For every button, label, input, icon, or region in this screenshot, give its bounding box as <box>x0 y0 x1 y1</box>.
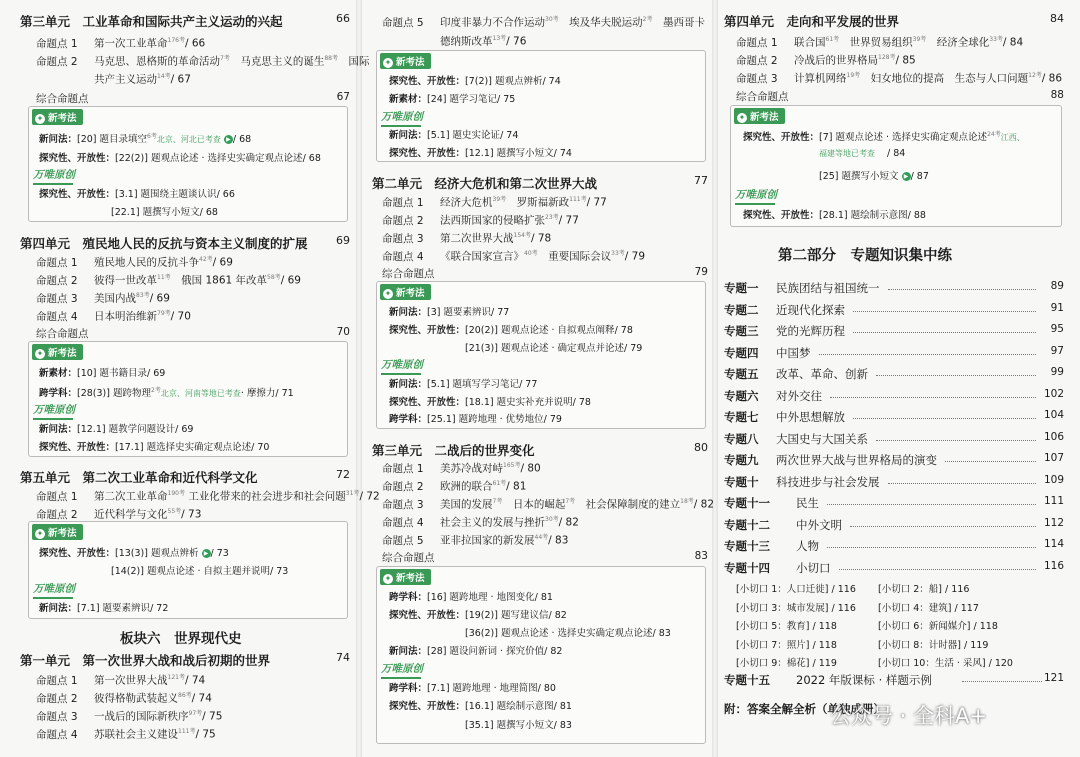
exam-method-box <box>28 341 348 457</box>
topic-number: 专题十二 <box>724 517 770 532</box>
subtopic-page: / 116 <box>831 602 856 614</box>
dot-leader <box>850 526 1036 527</box>
topic-page: 109 <box>1043 473 1064 486</box>
topic-page: 112 <box>1043 516 1064 529</box>
method-line[interactable]: 探究性、开放性：[7(2)] 题观点辨析/ 74 <box>389 76 561 87</box>
exam-method-box <box>730 105 1062 227</box>
dot-leader <box>888 289 1037 290</box>
toc-entry[interactable]: 命题点 3 美国内战$^{83考}$/ 69 <box>36 292 170 305</box>
dot-leader <box>876 375 1036 376</box>
wanwei-brand: 万唯原创 <box>33 402 75 420</box>
topic-entry[interactable] <box>724 280 1064 296</box>
method-line[interactable]: 跨学科：[16] 题跨地理 · 地图变化/ 81 <box>389 592 553 603</box>
method-line[interactable]: [22.1] 题撰写小短文/ 68 <box>111 207 218 218</box>
topic-entry[interactable] <box>724 495 1064 511</box>
topic-number: 专题十 <box>724 474 759 489</box>
topic-title: 对外交往 <box>776 388 822 403</box>
subtopic-label: [小切口 1：人口迁徙] <box>736 584 829 595</box>
toc-entry[interactable]: 命题点 4 苏联社会主义建设$^{111考}$/ 75 <box>36 728 216 741</box>
method-line-continued: 福建等地已考查 / 84 <box>819 148 906 159</box>
subtopic-label: [小切口 8：计时器] <box>878 639 961 651</box>
subtopic-entry[interactable] <box>736 581 856 595</box>
lightbulb-icon: ✦ <box>738 113 746 122</box>
toc-entry[interactable]: 命题点 2 彼得格勒武装起义$^{86考}$/ 74 <box>36 692 212 705</box>
method-line[interactable]: [21(3)] 题观点论述 · 确定观点并论述/ 79 <box>465 343 643 354</box>
method-line[interactable]: 新问法：[20] 题目录填空$^{6考}$北京、河北已考查 ▶ / 68 <box>39 133 252 146</box>
topic-number: 专题十四 <box>724 560 770 575</box>
method-line[interactable]: 探究性、开放性：[18.1] 题史实补充并说明/ 78 <box>389 397 591 408</box>
topic-page: 106 <box>1043 430 1064 443</box>
topic-entry[interactable] <box>724 302 1064 318</box>
toc-entry[interactable]: 命题点 4 日本明治维新$^{79考}$/ 70 <box>36 310 191 323</box>
method-line[interactable]: [14(2)] 题观点论述 · 自拟主题并说明/ 73 <box>111 566 289 577</box>
topic-page: 107 <box>1043 452 1064 464</box>
subtopic-entry[interactable] <box>736 618 837 632</box>
method-line[interactable]: 探究性、开放性：[13(3)] 题观点辨析 ▶ / 73 <box>39 548 229 559</box>
lightbulb-icon: ✦ <box>384 574 392 583</box>
subtopic-page: / 119 <box>964 639 989 651</box>
method-line[interactable]: 跨学科：[28(3)] 题跨物理$^{2考}$北京、河南等地已考查· 摩擦力/ 71 <box>39 387 294 400</box>
subtopic-entry[interactable] <box>736 600 856 614</box>
method-line[interactable]: 探究性、开放性：[12.1] 题撰写小短文/ 74 <box>389 148 572 159</box>
topic-page: 111 <box>1043 495 1064 507</box>
subtopic-label: [小切口 10：生活 · 采风] <box>878 658 986 669</box>
toc-entry[interactable]: 综合命题点 79 <box>382 266 708 280</box>
dot-leader <box>830 397 1036 398</box>
dot-leader <box>945 461 1036 462</box>
exam-method-box <box>376 281 706 429</box>
new-method-badge: ✦ 新考法 <box>380 284 431 300</box>
method-line[interactable]: 探究性、开放性：[3.1] 题围绕主题谈认识/ 66 <box>39 189 235 200</box>
subtopic-entry[interactable] <box>878 637 988 651</box>
toc-entry[interactable]: 命题点 1 经济大危机$^{39考}$ 罗斯福新政$^{111考}$/ 77 <box>382 196 607 209</box>
toc-entry[interactable]: 命题点 3 美国的发展$^{7考}$ 日本的崛起$^{7考}$ 社会保障制度的建立$^{18考}$/ 82 <box>382 498 715 511</box>
exam-method-box <box>376 566 706 744</box>
topic-title: 中国梦 <box>776 345 811 360</box>
toc-entry[interactable]: 综合命题点 88 <box>736 89 1064 103</box>
topic-page: 91 <box>1050 301 1064 314</box>
lightbulb-icon: ✦ <box>36 114 44 123</box>
topic-title: 民生 <box>796 496 819 510</box>
toc-entry[interactable]: 命题点 2 马克思、恩格斯的革命活动$^{7考}$ 马克思主义的诞生$^{88考}$ 国际 <box>36 55 370 68</box>
block-heading: 板块六 世界现代史 <box>120 631 242 647</box>
topic-page: 104 <box>1043 409 1064 421</box>
topic-page: 97 <box>1050 344 1064 357</box>
subtopic-entry[interactable] <box>736 655 837 669</box>
toc-entry[interactable]: 命题点 4 社会主义的发展与挫折$^{30考}$/ 82 <box>382 516 579 529</box>
topic-title: 中外文明 <box>796 517 842 532</box>
lightbulb-icon: ✦ <box>384 58 392 67</box>
unit-heading[interactable]: 第三单元 二战后的世界变化 80 <box>372 441 708 458</box>
unit-heading[interactable]: 第四单元 殖民地人民的反抗与资本主义制度的扩展 69 <box>20 234 350 251</box>
method-line[interactable]: [36(2)] 题观点论述 · 选择史实确定观点论述/ 83 <box>465 628 671 639</box>
method-line[interactable]: 探究性、开放性：[16.1] 题绘制示意图/ 81 <box>389 701 572 712</box>
subtopic-page: / 116 <box>831 584 856 595</box>
subtopic-label: [小切口 4：建筑] <box>878 602 952 614</box>
toc-entry[interactable]: 命题点 1 第一次世界大战$^{121考}$/ 74 <box>36 674 206 687</box>
topic-page: 102 <box>1043 387 1064 400</box>
toc-column-2 <box>362 0 714 757</box>
subtopic-page: / 116 <box>945 584 970 595</box>
topic-number: 专题二 <box>724 302 759 317</box>
topic-entry[interactable] <box>724 560 1064 576</box>
new-method-badge: ✦ 新考法 <box>32 524 83 540</box>
toc-entry[interactable]: 命题点 3 第二次世界大战$^{154考}$/ 78 <box>382 232 552 245</box>
topic-number: 专题七 <box>724 410 759 424</box>
subtopic-label: [小切口 7：照片] <box>736 639 810 651</box>
subtopic-entry[interactable] <box>878 581 969 595</box>
toc-entry[interactable]: 命题点 2 法西斯国家的侵略扩张$^{23考}$/ 77 <box>382 214 579 227</box>
topic-number: 专题十三 <box>724 539 770 553</box>
new-method-badge: ✦ 新考法 <box>380 569 431 585</box>
wanwei-brand: 万唯原创 <box>33 581 75 599</box>
topic-number: 专题九 <box>724 453 759 467</box>
toc-entry[interactable]: 命题点 5 印度非暴力不合作运动$^{30考}$ 埃及华夫脱运动$^{2考}$ 墨西哥卡 <box>382 16 705 29</box>
toc-entry[interactable]: 命题点 1 联合国$^{61考}$ 世界贸易组织$^{39考}$ 经济全球化$^{33考}$/ 84 <box>736 36 1024 49</box>
topic-title: 党的光辉历程 <box>776 324 845 338</box>
toc-entry[interactable]: 综合命题点 67 <box>36 91 350 105</box>
topic-entry[interactable] <box>724 538 1064 554</box>
method-line[interactable]: 探究性、开放性：[28.1] 题绘制示意图/ 88 <box>743 210 926 221</box>
toc-entry[interactable]: 命题点 1 美苏冷战对峙$^{165考}$/ 80 <box>382 462 541 475</box>
toc-entry[interactable]: 命题点 5 亚非拉国家的新发展$^{44考}$/ 83 <box>382 534 569 547</box>
toc-entry[interactable]: 命题点 2 彼得一世改革$^{11考}$ 俄国 1861 年改革$^{58考}$/ 69 <box>36 274 301 287</box>
method-line[interactable]: 新问法：[12.1] 题教学问题设计/ 69 <box>39 424 194 435</box>
subtopic-page: / 119 <box>812 658 837 669</box>
method-line[interactable]: 跨学科：[7.1] 题跨地理 · 地理简图/ 80 <box>389 683 556 694</box>
topic-page: 116 <box>1043 559 1064 572</box>
unit-heading[interactable]: 第三单元 工业革命和国际共产主义运动的兴起 66 <box>20 12 350 29</box>
dot-leader <box>888 483 1037 484</box>
topic-entry[interactable] <box>724 517 1064 533</box>
toc-entry[interactable]: 命题点 1 第二次工业革命$^{190考}$ 工业化带来的社会进步和社会问题$^{31考}$/ 72 <box>36 490 380 503</box>
toc-entry[interactable]: 命题点 1 殖民地人民的反抗斗争$^{42考}$/ 69 <box>36 256 233 269</box>
play-icon[interactable]: ▶ <box>902 172 911 181</box>
topic-page: 95 <box>1050 323 1064 335</box>
subtopic-entry[interactable] <box>736 637 837 651</box>
topic-title: 民族团结与祖国统一 <box>776 281 880 295</box>
topic-number: 专题十一 <box>724 496 770 510</box>
topic-entry[interactable] <box>724 388 1064 404</box>
subtopic-label: [小切口 6：新闻媒介] <box>878 621 971 632</box>
method-line[interactable]: 探究性、开放性：[7] 题观点论述 · 选择史实确定观点论述$^{24考}$江西、 <box>743 131 1025 144</box>
toc-entry[interactable]: 命题点 2 欧洲的联合$^{61考}$/ 81 <box>382 480 527 493</box>
answer-note: 附：答案全解全析（单独成册） <box>724 702 885 716</box>
topic-number: 专题三 <box>724 324 759 338</box>
method-line[interactable]: 新问法：[5.1] 题史实论证/ 74 <box>389 130 519 141</box>
subtopic-label: [小切口 3：城市发展] <box>736 602 829 614</box>
subtopic-page: / 118 <box>812 639 837 651</box>
topic-entry[interactable] <box>724 474 1064 490</box>
lightbulb-icon: ✦ <box>36 529 44 538</box>
topic-title: 近现代化探索 <box>776 302 845 317</box>
toc-column-1 <box>0 0 380 757</box>
dot-leader <box>853 311 1036 312</box>
subtopic-entry[interactable] <box>878 618 998 632</box>
toc-entry[interactable]: 命题点 3 一战后的国际新秩序$^{97考}$/ 75 <box>36 710 223 723</box>
new-method-badge: ✦ 新考法 <box>32 109 83 125</box>
subtopic-entry[interactable] <box>878 655 1013 669</box>
method-line[interactable]: [25] 题撰写小短文 ▶ / 87 <box>819 171 929 182</box>
watermark: 公众号 · 全科A+ <box>830 704 987 728</box>
toc-entry[interactable]: 命题点 4 《联合国家宣言》$^{40考}$ 重要国际会议$^{33考}$/ 79 <box>382 250 646 263</box>
dot-leader <box>819 354 1037 355</box>
method-line[interactable]: 新问法：[3] 题要素辨识/ 77 <box>389 307 510 318</box>
lightbulb-icon: ✦ <box>384 289 392 298</box>
topic-number: 专题四 <box>724 345 759 360</box>
method-line[interactable]: 新问法：[7.1] 题要素辨识/ 72 <box>39 603 169 614</box>
wanwei-brand: 万唯原创 <box>381 109 423 127</box>
topic-entry[interactable] <box>724 323 1064 339</box>
subtopic-page: / 118 <box>973 621 998 632</box>
dot-leader <box>827 504 1036 505</box>
method-line[interactable]: 探究性、开放性：[22(2)] 题观点论述 · 选择史实确定观点论述/ 68 <box>39 153 321 164</box>
wanwei-brand: 万唯原创 <box>735 187 777 205</box>
subtopic-page: / 120 <box>988 658 1013 669</box>
exam-method-box <box>376 50 706 162</box>
topic-number: 专题六 <box>724 388 759 403</box>
topic-title: 中外思想解放 <box>776 410 845 424</box>
method-line[interactable]: 新素材：[24] 题学习笔记/ 75 <box>389 94 516 105</box>
dot-leader <box>827 547 1036 548</box>
unit-heading[interactable]: 第一单元 第一次世界大战和战后初期的世界 74 <box>20 651 350 668</box>
method-line[interactable]: [35.1] 题撰写小短文/ 83 <box>465 720 572 731</box>
topic-entry[interactable] <box>724 431 1064 447</box>
toc-entry[interactable]: 命题点 2 冷战后的世界格局$^{128考}$/ 85 <box>736 54 916 67</box>
toc-entry-continued: 德纳斯改革$^{13考}$/ 76 <box>440 35 527 48</box>
method-line[interactable]: 跨学科：[25.1] 题跨地理 · 优势地位/ 79 <box>389 414 562 425</box>
play-icon[interactable]: ▶ <box>202 549 211 558</box>
dot-leader <box>876 440 1036 441</box>
dot-leader <box>853 418 1036 419</box>
topic-number: 专题八 <box>724 431 759 446</box>
topic-page: 114 <box>1043 538 1064 550</box>
topic-title: 两次世界大战与世界格局的演变 <box>776 453 937 467</box>
subtopic-page: / 117 <box>954 602 979 614</box>
method-line[interactable]: 新问法：[5.1] 题填写学习笔记/ 77 <box>389 379 538 390</box>
method-line[interactable]: 探究性、开放性：[17.1] 题选择史实确定观点论述/ 70 <box>39 442 270 453</box>
topic-title: 小切口 <box>796 560 831 575</box>
dot-leader <box>853 332 1036 333</box>
wanwei-brand: 万唯原创 <box>381 661 423 679</box>
wanwei-brand: 万唯原创 <box>381 357 423 375</box>
topic-entry[interactable] <box>724 452 1064 468</box>
lightbulb-icon: ✦ <box>36 349 44 358</box>
toc-entry[interactable]: 综合命题点 83 <box>382 550 708 564</box>
exam-method-box <box>28 521 348 619</box>
method-line[interactable]: 新问法：[28] 题设问新词 · 探究价值/ 82 <box>389 646 563 657</box>
play-icon[interactable]: ▶ <box>224 135 233 144</box>
part-heading: 第二部分 专题知识集中练 <box>778 248 952 264</box>
subtopic-page: / 118 <box>812 621 837 632</box>
toc-entry[interactable]: 命题点 3 计算机网络$^{19考}$ 妇女地位的提高 生态与人口问题$^{12考}$/ 86 <box>736 72 1063 85</box>
method-line[interactable]: 探究性、开放性：[20(2)] 题观点论述 · 自拟观点阐释/ 78 <box>389 325 633 336</box>
topic-entry[interactable] <box>724 345 1064 361</box>
topic-number: 专题五 <box>724 367 759 381</box>
subtopic-label: [小切口 5：教育] <box>736 621 810 632</box>
topic-page: 89 <box>1050 280 1064 292</box>
topic-entry[interactable] <box>724 366 1064 382</box>
toc-entry[interactable]: 命题点 1 第一次工业革命$^{176考}$/ 66 <box>36 37 206 50</box>
topic-entry[interactable]: 专题十五 2022 年版课标 · 样题示例 121 <box>724 672 1064 687</box>
method-line[interactable]: 新素材：[10] 题书籍目录/ 69 <box>39 368 166 379</box>
new-method-badge: ✦ 新考法 <box>32 344 83 360</box>
topic-title: 科技进步与社会发展 <box>776 474 880 489</box>
toc-entry-continued: 共产主义运动$^{14考}$/ 67 <box>94 73 191 86</box>
topic-page: 99 <box>1050 366 1064 378</box>
topic-entry[interactable] <box>724 409 1064 425</box>
toc-entry[interactable]: 命题点 2 近代科学与文化$^{55考}$/ 73 <box>36 508 202 521</box>
new-method-badge: ✦ 新考法 <box>380 53 431 69</box>
topic-number: 专题一 <box>724 281 759 295</box>
wanwei-brand: 万唯原创 <box>33 167 75 185</box>
topic-title: 大国史与大国关系 <box>776 431 868 446</box>
subtopic-entry[interactable] <box>878 600 979 614</box>
exam-method-box <box>28 106 348 222</box>
toc-column-3 <box>718 0 1080 757</box>
toc-entry[interactable]: 综合命题点 70 <box>36 326 350 340</box>
subtopic-label: [小切口 9：棉花] <box>736 658 810 669</box>
method-line[interactable]: 探究性、开放性：[19(2)] 题写建议信/ 82 <box>389 610 567 621</box>
new-method-badge: ✦ 新考法 <box>734 108 785 124</box>
unit-heading[interactable]: 第四单元 走向和平发展的世界 84 <box>724 12 1064 29</box>
topic-title: 人物 <box>796 539 819 553</box>
topic-title: 改革、革命、创新 <box>776 367 868 381</box>
unit-heading[interactable]: 第二单元 经济大危机和第二次世界大战 77 <box>372 174 708 191</box>
unit-heading[interactable]: 第五单元 第二次工业革命和近代科学文化 72 <box>20 468 350 485</box>
dot-leader <box>839 569 1037 570</box>
subtopic-label: [小切口 2：船] <box>878 584 942 595</box>
